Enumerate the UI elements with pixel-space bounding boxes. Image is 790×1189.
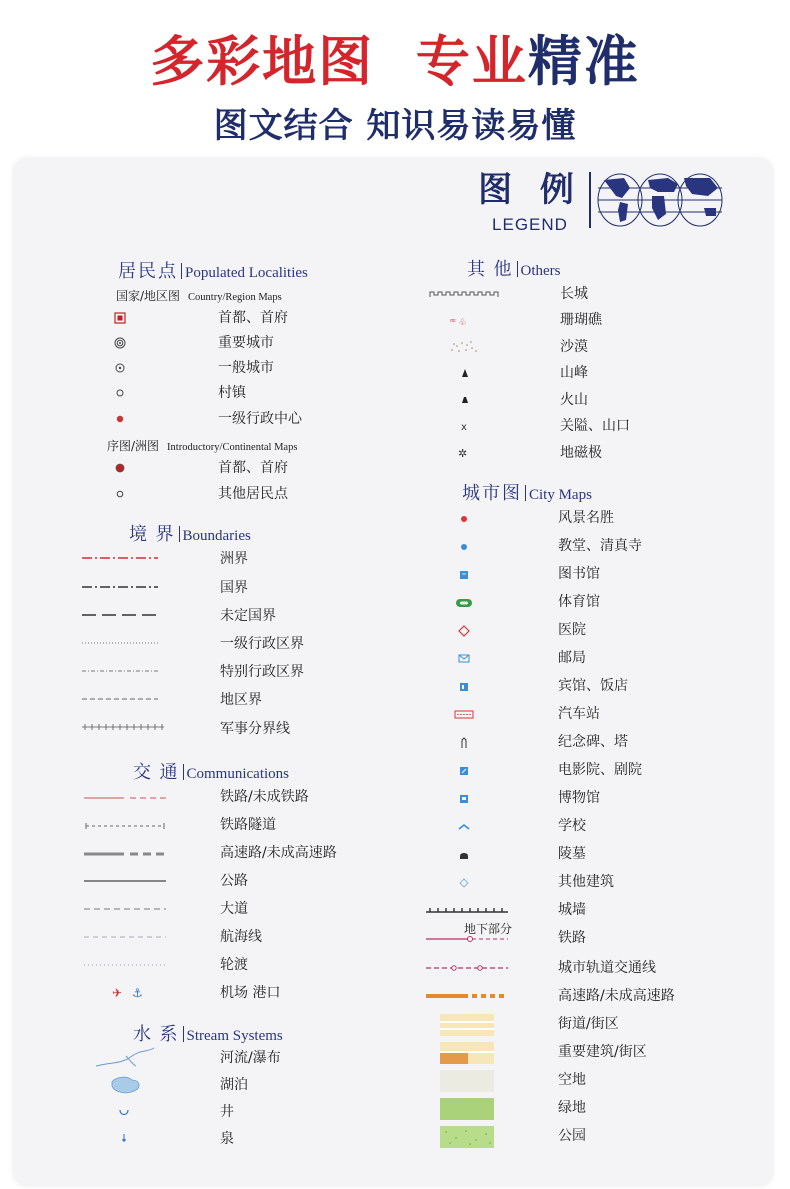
legend-label: 陵墓 [558,846,586,862]
railway-line-icon [82,792,168,804]
settlement-symbol-icon [112,486,128,502]
headline-part2-wrap [395,30,640,93]
legend-label: 关隘、山口 [560,418,630,434]
volcano-icon [458,392,472,406]
legend-label: 一级行政区界 [220,636,304,652]
legend-label: 地磁极 [560,445,602,461]
section-title-others [467,255,561,281]
legend-label: 铁路隧道 [220,817,276,833]
coral-reef-icon [448,314,478,328]
national-boundary-line-icon [80,581,160,593]
legend-label: 汽车站 [558,706,600,722]
bus-station-icon [453,708,475,722]
section-title-en: Communications [186,766,289,782]
legend-label: 其他建筑 [558,874,614,890]
legend-label: 轮渡 [220,957,248,973]
section-title-cn: 其 他 [467,259,514,279]
subheading-en: Country/Region Maps [188,292,282,303]
spring-icon [116,1131,132,1147]
section-title-en: Boundaries [182,528,251,544]
section-title-communications [133,758,289,784]
pass-icon [458,419,472,433]
undetermined-boundary-line-icon [80,609,160,621]
hotel-icon [457,680,471,694]
museum-icon [457,792,471,806]
legend-label: 村镇 [218,385,246,401]
legend-label: 邮局 [558,650,586,666]
svg-text:✈: ✈ [112,986,123,1000]
scenic-spot-icon [457,512,471,526]
expressway-line-icon [82,848,168,860]
sea-route-line-icon [82,931,168,943]
legend-label: 公园 [558,1128,586,1144]
svg-text:x: x [461,422,467,433]
legend-label: 重要城市 [218,335,274,351]
other-building-icon [457,876,471,890]
mausoleum-icon [457,848,471,862]
legend-label: 珊瑚礁 [560,312,602,328]
legend-label: 铁路 [558,930,586,946]
section-title-en: Stream Systems [186,1028,283,1044]
legend-label: 重要建筑/街区 [558,1044,647,1060]
important-building-swatch [440,1042,494,1064]
legend-label: 井 [220,1104,234,1120]
airport-port-icon [110,984,150,1000]
hospital-icon [457,624,471,638]
section-title-water [133,1020,283,1046]
lake-icon [106,1074,146,1096]
legend-label: 图书馆 [558,566,600,582]
avenue-line-icon [82,903,168,915]
world-map-globe-icon [588,170,728,232]
headline [0,30,790,94]
svg-text:✲: ✲ [458,447,468,460]
section-title-divider [181,263,182,279]
military-line-icon [80,721,166,733]
legend-label: 航海线 [220,929,262,945]
legend-label: 地区界 [220,692,262,708]
legend-label: 一级行政中心 [218,411,302,427]
legend-label: 一般城市 [218,360,274,376]
cinema-icon [457,764,471,778]
legend-title-en: LEGEND [492,215,568,234]
city-expressway-line-icon [424,989,510,1003]
legend-label: 风景名胜 [558,510,614,526]
legend-label: 宾馆、饭店 [558,678,628,694]
subheading-cn: 序图/洲图 [107,439,160,453]
legend-label: 电影院、剧院 [558,762,642,778]
legend-label: 纪念碑、塔 [558,734,628,750]
post-office-icon [456,652,472,666]
legend-label: 教堂、清真寺 [558,538,642,554]
monument-icon [457,736,471,750]
section-title-divider [183,764,184,780]
legend-label: 首都、首府 [218,460,288,476]
legend-label: 洲界 [220,551,248,567]
legend-label: 未定国界 [220,608,276,624]
section-title-cn: 境 界 [129,524,176,544]
legend-label: 沙漠 [560,339,588,355]
section-title-divider [183,1026,184,1042]
legend-label: 河流/瀑布 [220,1050,281,1066]
legend-label: 国界 [220,580,248,596]
mountain-peak-icon [458,366,472,380]
section-title-divider [179,526,180,542]
legend-title [475,170,585,236]
sar-boundary-line-icon [80,665,160,677]
section-title-en: Others [520,263,561,279]
legend-label: 绿地 [558,1100,586,1116]
legend-label: 泉 [220,1131,234,1147]
green-space-swatch [440,1098,494,1120]
headline-part2-navy: 精准 [527,30,640,93]
legend-label: 湖泊 [220,1077,248,1093]
legend-label: 街道/街区 [558,1016,619,1032]
legend-label: 其他居民点 [218,486,288,502]
legend-label: 城墙 [558,902,586,918]
street-block-swatch [440,1014,494,1036]
legend-label: 火山 [560,392,588,408]
section-title-divider [517,261,518,277]
stadium-icon [454,596,474,610]
rail-transit-line-icon [424,961,510,975]
legend-label: 高速路/未成高速路 [220,845,337,861]
library-icon [457,568,471,582]
open-space-swatch [440,1070,494,1092]
highway-line-icon [82,875,168,887]
legend-label: 体育馆 [558,594,600,610]
desert-icon [448,338,480,356]
section-title-cn: 交 通 [133,762,180,782]
headline-part2-red: 专业 [415,30,528,93]
legend-label: 首都、首府 [218,310,288,326]
river-waterfall-icon [92,1044,162,1070]
underground-note: 地下部分 [464,922,513,936]
school-icon [456,820,472,834]
section-title-en: Populated Localities [185,265,308,281]
legend-label: 长城 [560,286,588,302]
city-railway-line-icon [424,932,510,946]
populated-subheading-2 [107,437,297,454]
legend-label: 特别行政区界 [220,664,304,680]
svg-text:⚓: ⚓ [132,986,143,1000]
continental-boundary-line-icon [80,552,160,564]
well-icon [116,1104,132,1120]
district-boundary-line-icon [80,693,160,705]
section-title-en: City Maps [529,487,592,503]
magnetic-pole-icon [456,445,472,461]
major-city-symbol-icon [112,335,128,351]
section-title-divider [525,485,526,501]
headline-part1: 多彩地图 [150,30,375,93]
populated-subheading-1 [116,287,282,304]
legend-label: 城市轨道交通线 [558,960,656,976]
subheading-en: Introductory/Continental Maps [167,442,298,453]
legend-label: 军事分界线 [220,721,290,737]
section-title-boundaries [129,520,251,546]
legend-label: 医院 [558,622,586,638]
great-wall-icon [428,289,502,299]
legend-label: 机场 港口 [220,985,281,1001]
park-swatch [440,1126,494,1148]
legend-label: 学校 [558,818,586,834]
city-symbol-icon [112,360,128,376]
section-title-cn: 水 系 [133,1024,180,1044]
admin-boundary-line-icon [80,637,160,649]
city-wall-line-icon [424,904,510,918]
legend-label: 山峰 [560,365,588,381]
admin-center-symbol-icon [112,411,128,427]
section-title-populated [118,257,308,283]
ferry-line-icon [82,959,168,971]
church-mosque-icon [457,540,471,554]
legend-label: 铁路/未成铁路 [220,789,309,805]
legend-label: 博物馆 [558,790,600,806]
capital-symbol-icon [112,460,128,476]
section-title-cn: 居民点 [118,261,178,281]
town-symbol-icon [112,385,128,401]
capital-symbol-icon [112,310,128,326]
legend-label: 高速路/未成高速路 [558,988,675,1004]
section-title-city [462,479,592,505]
svg-text:ꟹ ♧: ꟹ ♧ [450,318,467,328]
railway-tunnel-line-icon [82,820,168,832]
legend-label: 公路 [220,873,248,889]
legend-label: 空地 [558,1072,586,1088]
subheadline: 图文结合 知识易读易懂 [213,106,577,146]
legend-title-cn: 图 例 [478,170,582,210]
section-title-cn: 城市图 [462,483,522,503]
subheading-cn: 国家/地区图 [116,289,181,303]
legend-label: 大道 [220,901,248,917]
